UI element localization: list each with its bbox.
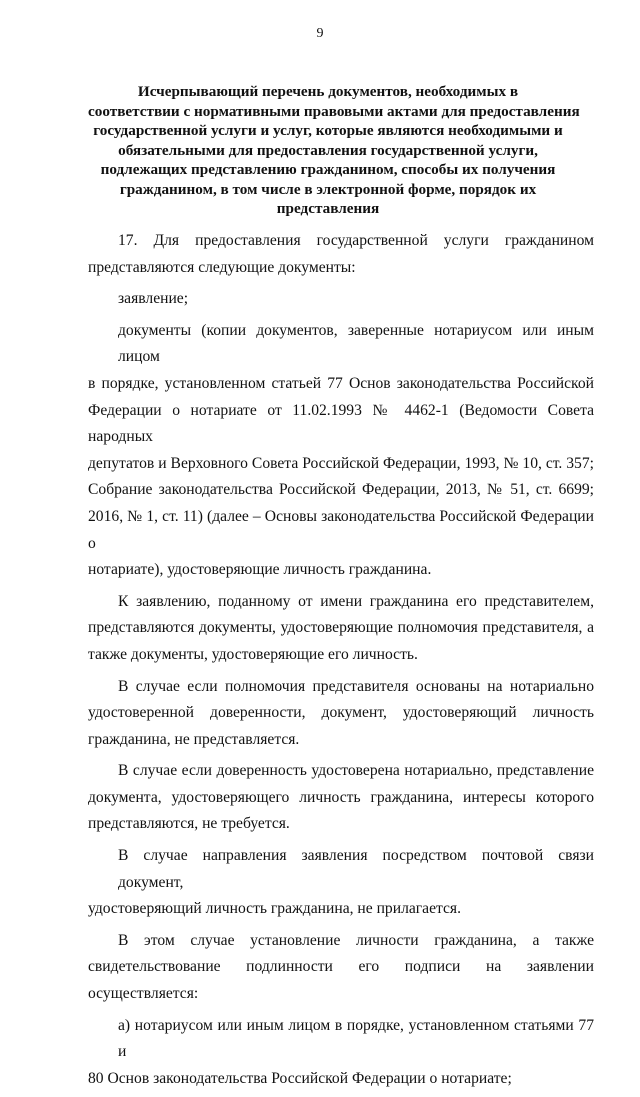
heading-line: гражданином, в том числе в электронной форме, порядок их [119,180,537,198]
text-line: удостоверяющий личность гражданина, не прилагается. [88,900,462,918]
text-line: К заявлению, поданному от имени гражданина его представителем, [118,592,594,610]
text-line: Федерации о нотариате от 11.02.1993 № 4462-1 (Ведомости Совета народных [88,401,594,446]
heading-line: государственной услуги и услуг, которые являются необходимыми и [93,122,563,139]
text-line: гражданина, не представляется. [88,730,300,748]
heading-line: представления [276,200,380,217]
text-line: документы (копии документов, заверенные нотариусом или иным лицом [118,321,594,366]
text-line: нотариате), удостоверяющие личность гражданина. [88,561,432,579]
heading-line: соответствии с нормативными правовыми актами для предоставления [88,102,580,120]
heading-line: обязательными для предоставления государственной услуги, [118,141,538,159]
text-line: В случае если полномочия представителя основаны на нотариально [118,677,594,695]
text-line: представляются следующие документы: [88,258,356,276]
paragraph-17-intro [88,228,594,281]
heading-line: Исчерпывающий перечень документов, необходимых в [137,83,519,100]
text-line: заявление; [118,290,189,308]
text-line: в порядке, установленном статьей 77 Основ законодательства Российской [88,374,594,392]
document-body [88,228,594,1097]
text-line: также документы, удостоверяющие его личность. [88,645,418,663]
paragraph-representative [88,589,594,669]
paragraph-identification [88,928,594,1008]
text-line: свидетельствование подлинности его подписи на заявлении осуществляется: [88,958,594,1003]
paragraph-notarial-power [88,674,594,754]
paragraph-documents [88,318,594,584]
text-line: удостоверенной доверенности, документ, удостоверяющий личность [88,704,594,722]
section-heading [88,82,580,219]
text-line: представляются, не требуется. [88,815,290,833]
paragraph-application [88,286,594,313]
text-line: В этом случае установление личности гражданина, а также [118,931,594,949]
text-line: В случае если доверенность удостоверена нотариально, представление [118,762,594,780]
paragraph-postal [88,843,594,923]
text-line: 17. Для предоставления государственной услуги гражданином [118,232,594,249]
text-line: В случае направления заявления посредством почтовой связи документ, [118,847,594,891]
paragraph-item-a [88,1013,594,1093]
text-line: Собрание законодательства Российской Федерации, 2013, № 51, ст. 6699; [88,481,594,499]
text-line: 2016, № 1, ст. 11) (далее – Основы законодательства Российской Федерации о [88,507,594,552]
text-line: 80 Основ законодательства Российской Федерации о нотариате; [88,1069,512,1087]
heading-line: подлежащих представлению гражданином, способы их получения [100,161,556,178]
text-line: депутатов и Верховного Совета Российской Федерации, 1993, № 10, ст. 357; [88,454,594,472]
text-line: а) нотариусом или иным лицом в порядке, установленном статьями 77 и [118,1016,594,1061]
text-line: документа, удостоверяющего личность гражданина, интересы которого [88,788,594,806]
page-number: 9 [316,26,324,41]
text-line: представляются документы, удостоверяющие полномочия представителя, а [88,619,594,637]
paragraph-notarized-attorney [88,758,594,838]
